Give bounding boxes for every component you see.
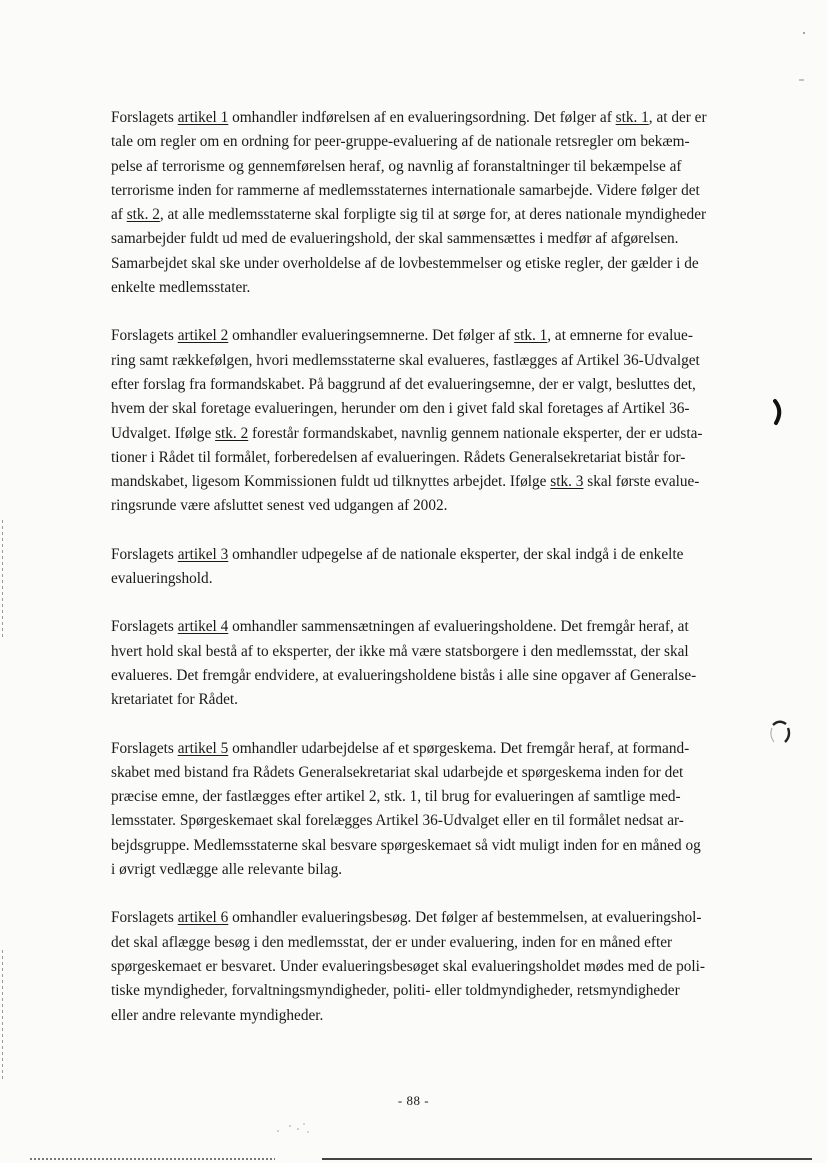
scan-mark-top-right (795, 30, 815, 90)
text-segment: ring samt rækkefølgen, hvori medlemsstaterne skal evalueres, fastlægges af Artikel 36-Udvalget (111, 351, 700, 369)
article-reference: artikel 4 (177, 618, 229, 636)
scan-mark-dots (268, 1117, 318, 1137)
text-segment: af (111, 206, 127, 224)
text-line (111, 640, 767, 664)
text-segment: spørgeskemaet er besvaret. Under evalueringsbesøget skal evalueringsholdet mødes med de poli- (111, 957, 705, 975)
text-line (111, 227, 767, 251)
text-segment: lemsstater. Spørgeskemaet skal forelægges Artikel 36-Udvalget eller en til formålet nedsat ar- (111, 812, 684, 830)
text-line (111, 785, 767, 809)
text-line (111, 931, 767, 955)
text-segment: ringsrunde være afsluttet senest ved udgangen af 2002. (111, 497, 448, 515)
text-segment: Forslagets (111, 909, 178, 927)
text-line (111, 955, 767, 979)
paragraph (111, 324, 771, 518)
text-line (111, 761, 767, 785)
text-segment: samarbejder fuldt ud med de evalueringshold, der skal sammensættes i medfør af afgørelsen. (111, 230, 679, 248)
text-segment: Forslagets (111, 327, 178, 345)
text-line (111, 858, 767, 882)
text-line (111, 494, 767, 518)
text-segment: tioner i Rådet til formålet, forberedelsen af evalueringen. Rådets Generalsekretariat bistår for- (111, 448, 686, 466)
text-line (111, 106, 767, 130)
text-segment: evalueringshold. (111, 570, 213, 588)
text-segment: pelse af terrorisme og gennemførelsen heraf, og navnlig af foranstaltninger til bekæmpelse af (111, 157, 682, 175)
text-segment: omhandler udarbejdelse af et spørgeskema. Det fremgår heraf, at formand- (228, 739, 690, 757)
text-line (111, 470, 767, 494)
text-line (111, 155, 767, 179)
scan-edge-left-lower (2, 950, 3, 1080)
article-reference: stk. 3 (550, 473, 584, 491)
text-line (111, 397, 767, 421)
text-segment: enkelte medlemsstater. (111, 279, 251, 297)
text-line (111, 422, 767, 446)
paragraph (111, 543, 771, 592)
text-segment: omhandler udpegelse af de nationale eksperter, der skal indgå i de enkelte (228, 545, 684, 563)
text-segment: skal første evalue- (583, 473, 700, 491)
article-reference: stk. 2 (215, 424, 249, 442)
text-segment: tiske myndigheder, forvaltningsmyndigheder, politi- eller toldmyndigheder, retsmyndigheder (111, 982, 680, 1000)
text-line (111, 737, 767, 761)
text-segment: , at der er (648, 109, 707, 126)
text-line (111, 688, 767, 712)
text-segment: omhandler indførelsen af en evalueringsordning. Det følger af (228, 109, 616, 126)
article-reference: stk. 1 (514, 327, 548, 345)
text-line (111, 809, 767, 833)
text-line (111, 979, 767, 1003)
text-line (111, 130, 767, 154)
text-segment: hvert hold skal bestå af to eksperter, der ikke må være statsborgere i den medlemsstat, der skal (111, 642, 689, 660)
text-segment: i øvrigt vedlægge alle relevante bilag. (111, 861, 343, 879)
text-line (111, 834, 767, 858)
text-line (111, 543, 767, 567)
text-segment: præcise emne, der fastlægges efter artikel 2, stk. 1, til brug for evalueringen af samtlige med- (111, 788, 681, 806)
text-segment: eller andre relevante myndigheder. (111, 1006, 324, 1024)
text-segment: bejdsgruppe. Medlemsstaterne skal besvare spørgeskemaet så vidt muligt inden for en måned og (111, 836, 701, 854)
article-reference: artikel 3 (177, 545, 229, 563)
paragraph (111, 906, 771, 1027)
text-segment: hvem der skal foretage evalueringen, herunder om den i givet fald skal foretages af Artikel 36- (111, 400, 690, 418)
text-segment: efter forslag fra formandskabet. På baggrund af det evalueringsemne, der er valgt, besluttes det, (111, 375, 696, 393)
text-segment: Forslagets (111, 109, 178, 126)
scan-mark-ring (764, 716, 794, 748)
text-line (111, 276, 767, 300)
paragraph (111, 615, 771, 712)
text-segment: kretariatet for Rådet. (111, 691, 238, 709)
text-segment: Samarbejdet skal ske under overholdelse af de lovbestemmelser og etiske regler, der gælder i de (111, 254, 699, 272)
paragraph (111, 106, 771, 300)
article-reference: stk. 1 (615, 109, 649, 126)
text-segment: , at emnerne for evalue- (547, 327, 693, 345)
text-segment: terrorisme inden for rammerne af medlemsstaternes internationale samarbejde. Videre følger det (111, 181, 700, 199)
article-reference: artikel 5 (177, 739, 229, 757)
text-segment: Forslagets (111, 618, 178, 636)
scan-mark-paren-right (772, 398, 786, 426)
text-line (111, 179, 767, 203)
text-line (111, 324, 767, 348)
text-line (111, 906, 767, 930)
text-segment: Forslagets (111, 545, 178, 563)
text-segment: Udvalget. Ifølge (111, 424, 216, 442)
text-line (111, 567, 767, 591)
text-segment: forestår formandskabet, navnlig gennem nationale eksperter, der er udsta- (248, 424, 703, 442)
text-line (111, 446, 767, 470)
text-segment: omhandler sammensætningen af evalueringsholdene. Det fremgår heraf, at (228, 618, 689, 636)
text-line (111, 664, 767, 688)
text-line (111, 615, 767, 639)
text-segment: mandskabet, ligesom Kommissionen fuldt ud tilknyttes arbejdet. Ifølge (111, 473, 551, 491)
text-line (111, 252, 767, 276)
text-segment: skabet med bistand fra Rådets Generalsekretariat skal udarbejde et spørgeskema inden for det (111, 763, 684, 781)
text-segment: omhandler evalueringsemnerne. Det følger af (228, 327, 515, 345)
text-line (111, 373, 767, 397)
paragraph (111, 737, 771, 883)
text-segment: Forslagets (111, 739, 178, 757)
document-body (111, 106, 771, 1052)
text-segment: det skal aflægge besøg i den medlemsstat, der er under evaluering, inden for en måned efter (111, 933, 673, 951)
text-segment: tale om regler om en ordning for peer-gruppe-evaluering af de nationale retsregler om bekæm- (111, 133, 690, 151)
page-number: - 88 - (397, 1093, 430, 1108)
scan-edge-bottom-left (30, 1158, 275, 1160)
text-segment: evalueres. Det fremgår endvidere, at evalueringsholdene bistås i alle sine opgaver af Generalse- (111, 666, 697, 684)
text-segment: omhandler evalueringsbesøg. Det følger af bestemmelsen, at evalueringshol- (228, 909, 702, 927)
article-reference: artikel 6 (177, 909, 229, 927)
text-line (111, 1004, 767, 1028)
scan-edge-left (2, 520, 3, 640)
scan-edge-bottom-right (322, 1158, 812, 1160)
article-reference: stk. 2 (126, 206, 160, 224)
article-reference: artikel 2 (177, 327, 229, 345)
text-line (111, 349, 767, 373)
article-reference: artikel 1 (177, 109, 229, 126)
text-segment: , at alle medlemsstaterne skal forpligte sig til at sørge for, at deres nationale myndigheder (159, 206, 707, 224)
text-line (111, 203, 767, 227)
